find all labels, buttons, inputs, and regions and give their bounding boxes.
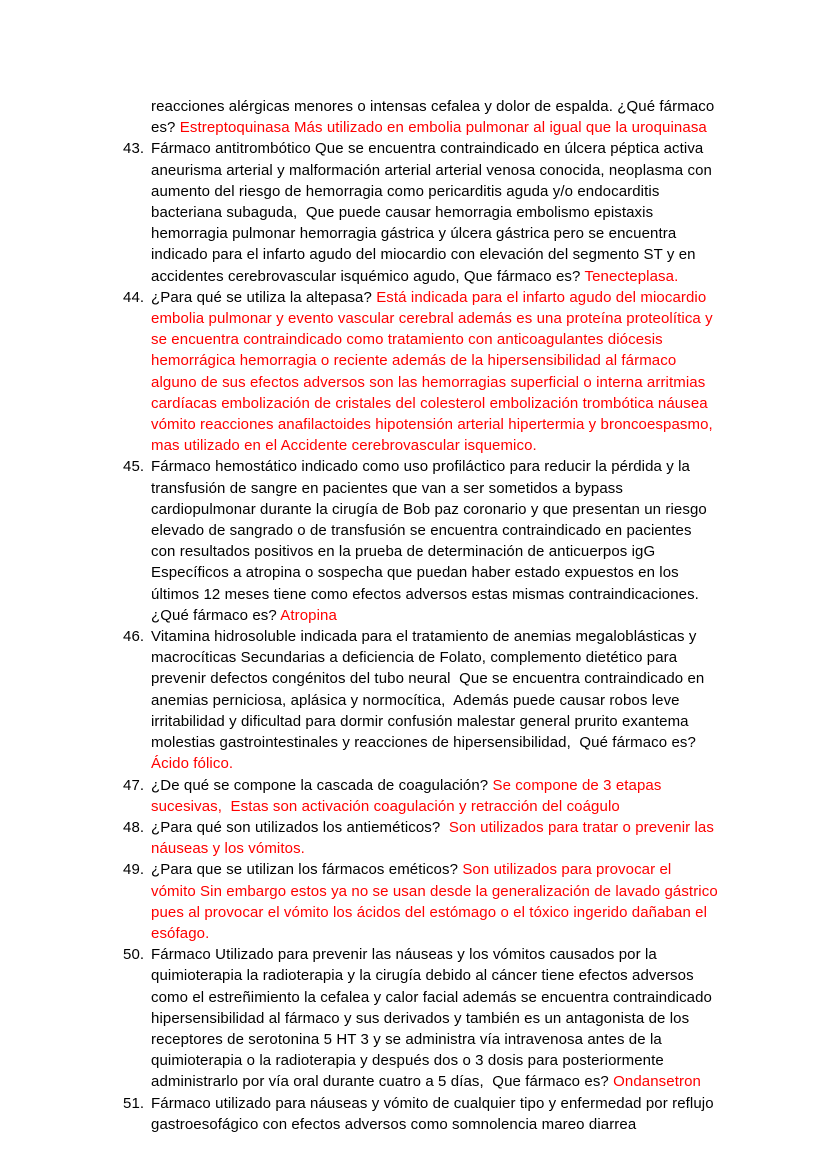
item-text: [151, 817, 718, 859]
list-item-continuation: [123, 96, 718, 138]
item-text: [151, 626, 718, 774]
item-text: [151, 1093, 718, 1135]
item-text: [151, 287, 718, 457]
item-number: 45.: [123, 458, 145, 476]
answer-text: Se compone de 3 etapas sucesivas, Estas son activación coagulación y retracción del coágulo: [151, 776, 666, 815]
answer-text: Son utilizados para tratar o prevenir las náuseas y los vómitos.: [151, 818, 719, 858]
question-text: Fármaco antitrombótico Que se encuentra contraindicado en úlcera péptica activa aneurisma arterial y malformación arterial arterial venosa conocida, neoplasma con aumento del riesgo de hemorragia como pericarditis aguda y/o endocarditis bacteriana subaguda, Que puede causar hemorragia embolismo epistaxis hemorragia pulmonar hemorragia gástrica y úlcera gástrica pero se encuentra indicado para el infarto agudo del miocardio con elevación del segmento ST y en accidentes cerebrovascular isquémico agudo, Que fármaco es?: [151, 140, 717, 285]
item-number: 44.: [123, 288, 145, 306]
question-text: Vitamina hidrosoluble indicada para el tratamiento de anemias megaloblásticas y macrocíticas Secundarias a deficiencia de Folato, complemento dietético para prevenir defectos congénitos del tubo neural Que se encuentra contraindicado en anemias perniciosa, aplásica y normocítica, Además puede causar robos leve irritabilidad y dificultad para dormir confusión malestar general prurito exantema molestias gastrointestinales y reacciones de hipersensibilidad, Qué fármaco es?: [151, 628, 709, 752]
question-list: [123, 96, 723, 1135]
answer-text: Son utilizados para provocar el vómito Sin embargo estos ya no se usan desde la generalización de lavado gástrico pues al provocar el vómito los ácidos del estómago o el tóxico ingerido dañaban el esófago.: [151, 861, 723, 942]
item-number: 47.: [123, 776, 145, 794]
item-number: 48.: [123, 818, 145, 836]
item-text: [151, 859, 723, 944]
answer-text: Tenecteplasa.: [584, 267, 679, 285]
question-text: Fármaco utilizado para náuseas y vómito de cualquier tipo y enfermedad por reflujo gastroesofágico con efectos adversos como somnolencia mareo diarrea: [151, 1094, 718, 1133]
question-text: ¿Para qué se utiliza la altepasa?: [151, 288, 377, 306]
answer-text: Ácido fólico.: [151, 755, 234, 773]
item-text: [151, 96, 718, 138]
question-text: ¿Para que se utilizan los fármacos eméticos?: [151, 861, 463, 879]
list-item: [123, 944, 718, 1092]
question-text: Fármaco Utilizado para prevenir las náuseas y los vómitos causados por la quimioterapia la radioterapia y la cirugía debido al cáncer tiene efectos adversos como el estreñimiento la cefalea y calor facial además se encuentra contraindicado hipersensibilidad al fármaco y sus derivados y también es un antagonista de los receptores de serotonina 5 HT 3 y se administra vía intravenosa antes de la quimioterapia o la radioterapia y después dos o 3 dosis para posteriormente administrarlo por vía oral durante cuatro a 5 días, Que fármaco es?: [151, 946, 717, 1091]
list-item: [123, 456, 718, 626]
list-item: [123, 138, 718, 286]
item-text: [151, 944, 718, 1092]
item-number: 46.: [123, 628, 145, 646]
list-item: [123, 775, 718, 817]
answer-text: Ondansetron: [613, 1073, 701, 1091]
item-number: 49.: [123, 861, 145, 879]
item-number: 43.: [123, 140, 145, 158]
item-text: [151, 456, 718, 626]
list-item: [123, 287, 718, 457]
answer-text: Estreptoquinasa Más utilizado en embolia pulmonar al igual que la uroquinasa: [179, 119, 707, 137]
list-item: [123, 859, 723, 944]
question-text: Fármaco hemostático indicado como uso profiláctico para reducir la pérdida y la transfusión de sangre en pacientes que van a ser sometidos a bypass cardiopulmonar durante la cirugía de Bob paz coronario y que presentan un riesgo elevado de sangrado o de transfusión se encuentra contraindicado en pacientes con resultados positivos en la prueba de determinación de anticuerpos igG Específicos a atropina o sospecha que puedan haber estado expuestos en los últimos 12 meses tiene como efectos adversos estas mismas contraindicaciones. ¿Qué fármaco es?: [151, 458, 712, 624]
list-item: [123, 626, 718, 774]
item-number: 51.: [123, 1094, 145, 1112]
item-text: [151, 775, 718, 817]
list-item: [123, 817, 718, 859]
answer-text: Está indicada para el infarto agudo del miocardio embolia pulmonar y evento vascular cerebral además es una proteína proteolítica y se encuentra contraindicado como tratamiento con anticoagulantes diócesis hemorrágica hemorragia o reciente además de la hipersensibilidad al fármaco alguno de sus efectos adversos son las hemorragias superficial o interna arritmias cardíacas embolización de cristales del colesterol embolización trombótica náusea vómito reacciones anafilactoides hipotensión arterial hipertermia y broncoespasmo, mas utilizado en el Accidente cerebrovascular isquemico.: [151, 288, 718, 455]
answer-text: Atropina: [280, 606, 337, 624]
item-text: [151, 138, 718, 286]
list-item: [123, 1093, 718, 1135]
item-number: 50.: [123, 946, 145, 964]
question-text: ¿Para qué son utilizados los antieméticos?: [151, 818, 449, 836]
question-text: ¿De qué se compone la cascada de coagulación?: [151, 776, 493, 794]
question-text: reacciones alérgicas menores o intensas cefalea y dolor de espalda. ¿Qué fármaco es?: [151, 98, 719, 137]
